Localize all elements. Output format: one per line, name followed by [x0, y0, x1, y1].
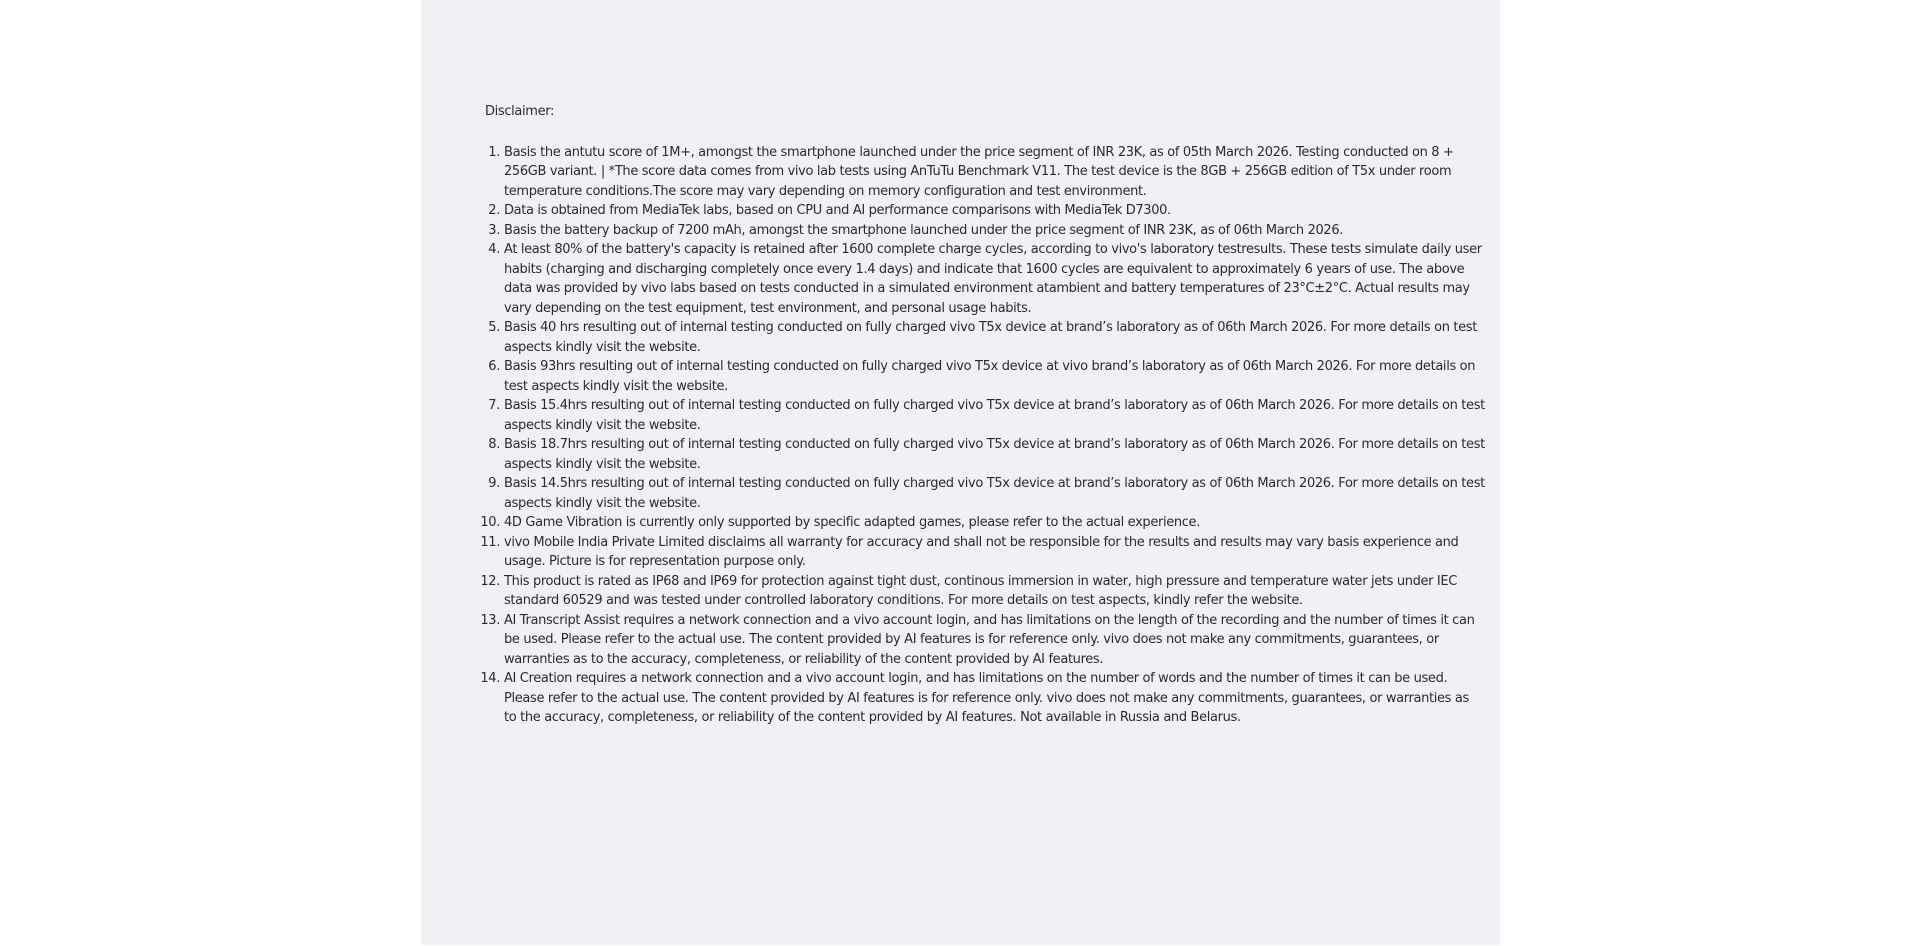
disclaimer-item	[485, 435, 1485, 474]
item-text: 4D Game Vibration is currently only supported by specific adapted games, please refer to the actual experience.	[504, 515, 1200, 530]
disclaimer-heading: Disclaimer:	[485, 104, 555, 119]
disclaimer-item	[485, 396, 1485, 435]
item-number: 10.	[480, 515, 500, 530]
disclaimer-item	[485, 357, 1485, 396]
item-text: This product is rated as IP68 and IP69 for protection against tight dust, continous immersion in water, high pressure and temperature water jets under IEC standard 60529 and was tested under controlled laboratory conditions. For more details on test aspects, kindly refer the website.	[504, 573, 1458, 608]
item-text: Data is obtained from MediaTek labs, based on CPU and AI performance comparisons with MediaTek D7300.	[504, 203, 1171, 218]
item-text: vivo Mobile India Private Limited disclaims all warranty for accuracy and shall not be responsible for the results and results may vary basis experience and usage. Picture is for representation purpose only.	[504, 534, 1459, 569]
disclaimer-item	[480, 669, 1485, 728]
disclaimer-item	[480, 572, 1485, 611]
disclaimer-content	[480, 102, 1485, 728]
disclaimer-item	[485, 221, 1485, 241]
item-text: AI Creation requires a network connection and a vivo account login, and has limitations on the number of words and the number of times it can be used. Please refer to the actual use. The content provided by AI features is for reference only. vivo does not make any commitments, guarantees, or warranties as to the accuracy, completeness, or reliability of the content provided by AI features. Not available in Russia and Belarus.	[504, 671, 1469, 725]
item-number: 4.	[488, 242, 500, 257]
item-number: 7.	[488, 398, 500, 413]
item-number: 14.	[480, 671, 500, 686]
disclaimer-item	[480, 513, 1485, 533]
disclaimer-item	[485, 143, 1485, 202]
disclaimer-item	[480, 611, 1485, 670]
disclaimer-item	[485, 318, 1485, 357]
disclaimer-list	[480, 143, 1485, 728]
item-number: 3.	[488, 222, 500, 238]
item-text: Basis 15.4hrs resulting out of internal testing conducted on fully charged vivo T5x device at brand’s laboratory as of 06th March 2026. For more details on test aspects kindly visit the website.	[504, 398, 1485, 433]
item-text: Basis the battery backup of 7200 mAh, amongst the smartphone launched under the price segment of INR 23K, as of 06th March 2026.	[504, 222, 1344, 238]
item-text: Basis 14.5hrs resulting out of internal testing conducted on fully charged vivo T5x device at brand’s laboratory as of 06th March 2026. For more details on test aspects kindly visit the website.	[504, 476, 1485, 511]
item-text: Basis 93hrs resulting out of internal testing conducted on fully charged vivo T5x device at vivo brand’s laboratory as of 06th March 2026. For more details on test aspects kindly visit the website.	[504, 359, 1476, 394]
item-number: 1.	[488, 144, 500, 160]
disclaimer-panel	[421, 0, 1500, 945]
item-text: Basis 18.7hrs resulting out of internal testing conducted on fully charged vivo T5x device at brand’s laboratory as of 06th March 2026. For more details on test aspects kindly visit the website.	[504, 437, 1485, 472]
item-text: Basis 40 hrs resulting out of internal testing conducted on fully charged vivo T5x device at brand’s laboratory as of 06th March 2026. For more details on test aspects kindly visit the website.	[504, 320, 1477, 355]
item-text: AI Transcript Assist requires a network connection and a vivo account login, and has limitations on the length of the recording and the number of times it can be used. Please refer to the actual use. The content provided by AI features is for reference only. vivo does not make any commitments, guarantees, or warranties as to the accuracy, completeness, or reliability of the content provided by AI features.	[504, 612, 1475, 667]
disclaimer-item	[480, 533, 1485, 572]
item-number: 6.	[488, 359, 500, 374]
item-number: 5.	[488, 320, 500, 335]
disclaimer-item	[485, 201, 1485, 221]
item-text: Basis the antutu score of 1M+, amongst the smartphone launched under the price segment of INR 23K, as of 05th March 2026. Testing conducted on 8 + 256GB variant. | *The score data comes from vivo lab tests using AnTuTu Benchmark V11. The test device is the 8GB + 256GB edition of T5x under room temperature conditions.The score may vary depending on memory configuration and test environment.	[504, 144, 1454, 199]
disclaimer-item	[485, 240, 1485, 318]
item-number: 13.	[480, 612, 500, 628]
item-number: 2.	[488, 203, 500, 218]
item-number: 8.	[488, 437, 500, 452]
item-number: 11.	[480, 534, 500, 550]
disclaimer-item	[485, 474, 1485, 513]
item-number: 12.	[480, 573, 500, 589]
item-text: At least 80% of the battery's capacity is retained after 1600 complete charge cycles, according to vivo's laboratory testresults. These tests simulate daily user habits (charging and discharging completely once every 1.4 days) and indicate that 1600 cycles are equivalent to approximately 6 years of use. The above data was provided by vivo labs based on tests conducted in a simulated environment atambient and battery temperatures of 23°C±2°C. Actual results may vary depending on the test equipment, test environment, and personal usage habits.	[504, 242, 1482, 316]
item-number: 9.	[488, 476, 500, 491]
